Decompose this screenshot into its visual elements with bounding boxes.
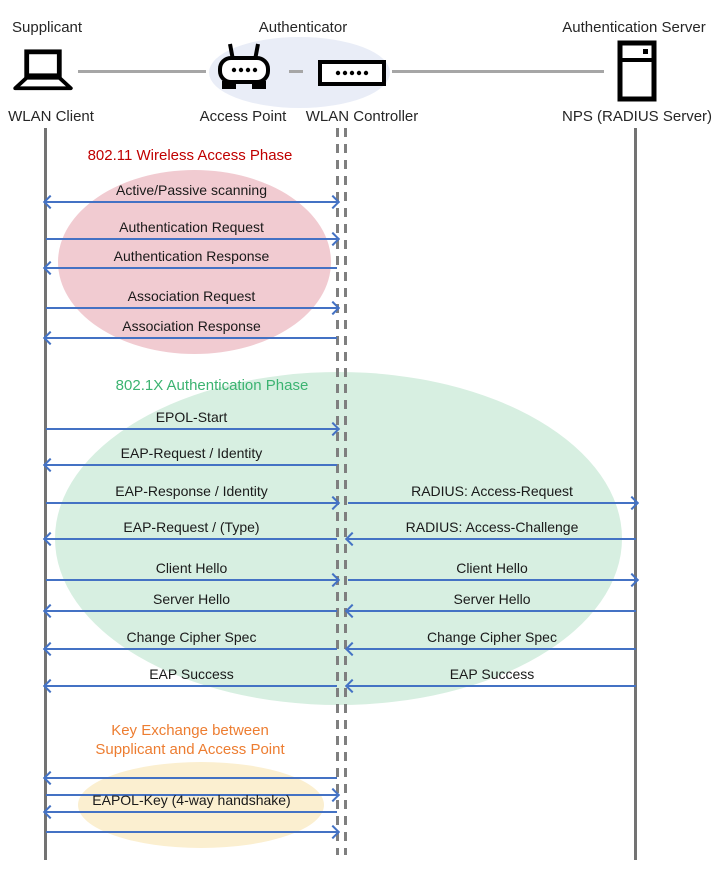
controller-icon [318, 60, 386, 91]
role-supplicant: Supplicant [12, 19, 83, 36]
message-radius-access-request [348, 483, 636, 505]
device-label-wlan-client: WLAN Client [8, 108, 94, 125]
message-change-cipher-spec-left [46, 629, 337, 651]
phase-title-8021x: 802.1X Authentication Phase [115, 377, 309, 394]
message-label: EAP Success [449, 666, 535, 682]
phase-title-key-exchange-line1: Key Exchange between [111, 722, 269, 739]
message-eap-response-identity [46, 483, 337, 505]
right-arrow [348, 579, 636, 581]
lifeline-wlan-controller-right [344, 128, 347, 855]
message-server-hello-right [348, 591, 636, 613]
right-arrow [348, 502, 636, 504]
left-arrow [46, 337, 337, 339]
message-label: EAP Success [149, 666, 234, 682]
role-authentication-server: Authentication Server [562, 19, 706, 36]
device-label-wlan-controller: WLAN Controller [305, 108, 419, 125]
message-radius-access-challenge [348, 519, 636, 541]
left-arrow [348, 685, 636, 687]
laptop-icon [12, 48, 74, 99]
phase-title-80211: 802.11 Wireless Access Phase [87, 147, 293, 164]
bidirectional-arrow [46, 201, 337, 203]
message-label: EPOL-Start [155, 409, 228, 425]
message-eap-success-left [46, 666, 337, 688]
message-label: RADIUS: Access-Challenge [405, 519, 579, 535]
left-arrow [46, 610, 337, 612]
message-label: Association Response [122, 318, 261, 334]
server-icon [616, 40, 658, 107]
message-eapol-key-3 [46, 792, 337, 814]
left-arrow [46, 538, 337, 540]
message-label: Server Hello [453, 591, 531, 607]
message-label: Association Request [127, 288, 256, 304]
right-arrow [46, 502, 337, 504]
message-association-request [46, 288, 337, 310]
message-authentication-response [46, 248, 337, 270]
connector-line [78, 70, 206, 73]
left-arrow [348, 648, 636, 650]
message-client-hello-left [46, 560, 337, 582]
right-arrow [46, 579, 337, 581]
message-label: EAP-Request / (Type) [123, 519, 260, 535]
connector-line [289, 70, 303, 73]
message-label: Active/Passive scanning [116, 182, 267, 198]
message-label: Server Hello [152, 591, 231, 607]
message-eap-request-identity [46, 445, 337, 467]
message-server-hello-left [46, 591, 337, 613]
left-arrow [46, 267, 337, 269]
message-change-cipher-spec-right [348, 629, 636, 651]
left-arrow [46, 685, 337, 687]
role-authenticator: Authenticator [258, 19, 348, 36]
message-label: Client Hello [456, 560, 528, 576]
right-arrow [46, 428, 337, 430]
message-client-hello-right [348, 560, 636, 582]
message-label: EAP-Response / Identity [115, 483, 268, 499]
message-eap-success-right [348, 666, 636, 688]
right-arrow [46, 238, 337, 240]
left-arrow [46, 464, 337, 466]
message-label: EAP-Request / Identity [120, 445, 263, 461]
device-label-nps-radius: NPS (RADIUS Server) [562, 108, 713, 125]
message-label: Change Cipher Spec [126, 629, 257, 645]
wireless-router-icon [212, 40, 276, 103]
connector-line [392, 70, 604, 73]
message-label: Change Cipher Spec [427, 629, 557, 645]
message-association-response [46, 318, 337, 340]
message-epol-start [46, 409, 337, 431]
left-arrow [46, 648, 337, 650]
phase-title-key-exchange [44, 721, 336, 759]
device-label-access-point: Access Point [199, 108, 287, 125]
right-arrow [46, 307, 337, 309]
left-arrow [348, 610, 636, 612]
message-active-passive-scanning [46, 182, 337, 204]
message-eapol-key-4 [46, 812, 337, 834]
phase-title-key-exchange-line2: Supplicant and Access Point [95, 741, 285, 758]
message-label: Authentication Request [119, 219, 264, 235]
message-eap-request-type [46, 519, 337, 541]
message-label: Client Hello [155, 560, 228, 576]
left-arrow [348, 538, 636, 540]
right-arrow [46, 831, 337, 833]
message-label: EAPOL-Key (4-way handshake) [92, 792, 291, 808]
message-label: RADIUS: Access-Request [411, 483, 573, 499]
message-authentication-request [46, 219, 337, 241]
message-label: Authentication Response [113, 248, 270, 264]
